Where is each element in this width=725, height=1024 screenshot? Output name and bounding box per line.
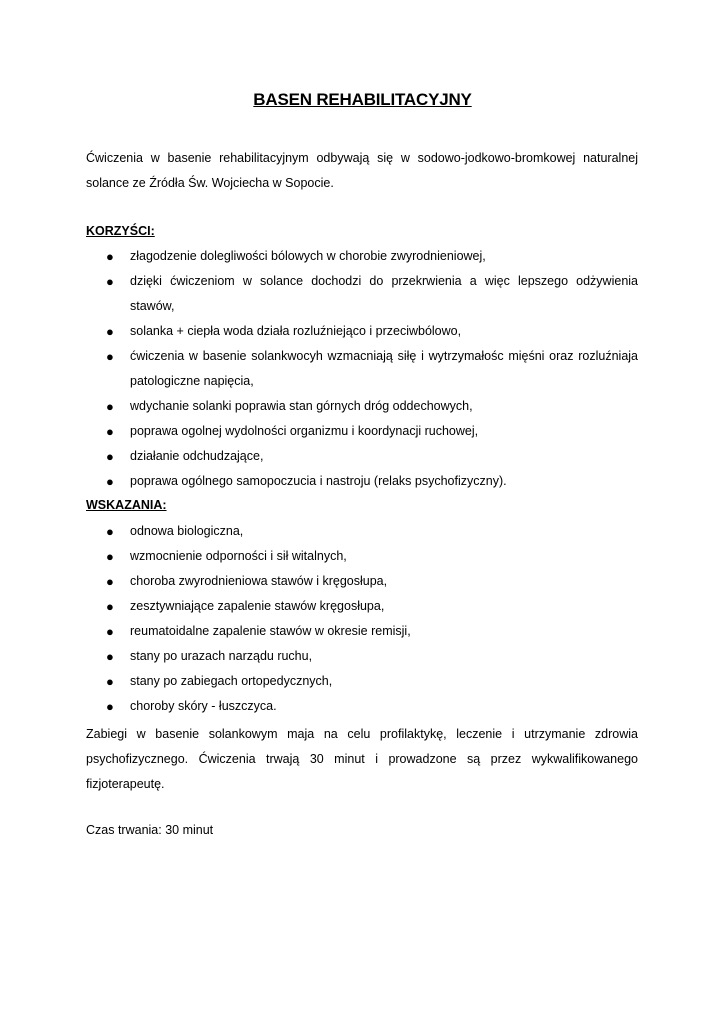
list-item — [86, 469, 638, 494]
benefits-heading: KORZYŚCI: — [86, 224, 155, 238]
bullet-icon: ● — [106, 574, 114, 589]
list-item — [86, 444, 638, 469]
duration-text: Czas trwania: 30 minut — [86, 823, 214, 837]
list-item — [86, 269, 638, 319]
list-item — [86, 544, 638, 569]
list-item-text: poprawa ogólnego samopoczucia i nastroju (relaks psychofizyczny). — [130, 474, 507, 488]
intro-paragraph: Ćwiczenia w basenie rehabilitacyjnym odbywają się w sodowo-jodkowo-bromkowej naturalnej solance ze Źródła Św. Wojciecha w Sopocie. — [86, 151, 638, 190]
bullet-icon: ● — [106, 449, 114, 464]
bullet-icon: ● — [106, 674, 114, 689]
list-item-text: reumatoidalne zapalenie stawów w okresie remisji, — [130, 624, 411, 638]
bullet-icon: ● — [106, 624, 114, 639]
bullet-icon: ● — [106, 424, 114, 439]
indications-heading: WSKAZANIA: — [86, 498, 167, 512]
list-item — [86, 394, 638, 419]
bullet-icon: ● — [106, 474, 114, 489]
list-item — [86, 569, 638, 594]
list-item-text: zesztywniające zapalenie stawów kręgosłupa, — [130, 599, 385, 613]
list-item-text: solanka + ciepła woda działa rozluźniejąco i przeciwbólowo, — [130, 324, 462, 338]
list-item-text: działanie odchudzające, — [130, 449, 264, 463]
bullet-icon: ● — [106, 399, 114, 414]
list-item-text: wzmocnienie odporności i sił witalnych, — [130, 549, 347, 563]
list-item-text: stany po zabiegach ortopedycznych, — [130, 674, 333, 688]
list-item-text: choroby skóry - łuszczyca. — [130, 699, 277, 713]
list-item-text: poprawa ogolnej wydolności organizmu i koordynacji ruchowej, — [130, 424, 479, 438]
bullet-icon: ● — [106, 249, 114, 264]
list-item-text: ćwiczenia w basenie solankwocyh wzmacniają siłę i wytrzymałośc mięśni oraz rozluźniaja patologiczne napięcia, — [130, 349, 638, 388]
list-item-text: dzięki ćwiczeniom w solance dochodzi do przekrwienia a więc lepszego odżywienia stawów, — [130, 274, 638, 313]
list-item-text: odnowa biologiczna, — [130, 524, 244, 538]
bullet-icon: ● — [106, 549, 114, 564]
bullet-icon: ● — [106, 649, 114, 664]
list-item — [86, 619, 638, 644]
list-item — [86, 644, 638, 669]
bullet-icon: ● — [106, 274, 114, 289]
list-item — [86, 519, 638, 544]
document-title: BASEN REHABILITACYJNY — [253, 90, 472, 109]
bullet-icon: ● — [106, 524, 114, 539]
list-item — [86, 244, 638, 269]
bullet-icon: ● — [106, 324, 114, 339]
bullet-icon: ● — [106, 599, 114, 614]
list-item — [86, 419, 638, 444]
list-item-text: choroba zwyrodnieniowa stawów i kręgosłupa, — [130, 574, 388, 588]
list-item-text: stany po urazach narządu ruchu, — [130, 649, 313, 663]
list-item — [86, 594, 638, 619]
list-item — [86, 669, 638, 694]
bullet-icon: ● — [106, 349, 114, 364]
list-item — [86, 344, 638, 394]
benefits-list — [86, 244, 638, 494]
bullet-icon: ● — [106, 699, 114, 714]
list-item-text: złagodzenie dolegliwości bólowych w chorobie zwyrodnieniowej, — [130, 249, 486, 263]
summary-paragraph: Zabiegi w basenie solankowym maja na celu profilaktykę, leczenie i utrzymanie zdrowia psychofizycznego. Ćwiczenia trwają 30 minut i prowadzone są przez wykwalifikowanego fizjoterapeutę. — [86, 727, 638, 791]
list-item-text: wdychanie solanki poprawia stan górnych dróg oddechowych, — [130, 399, 473, 413]
list-item — [86, 319, 638, 344]
indications-list — [86, 519, 638, 719]
list-item — [86, 694, 638, 719]
